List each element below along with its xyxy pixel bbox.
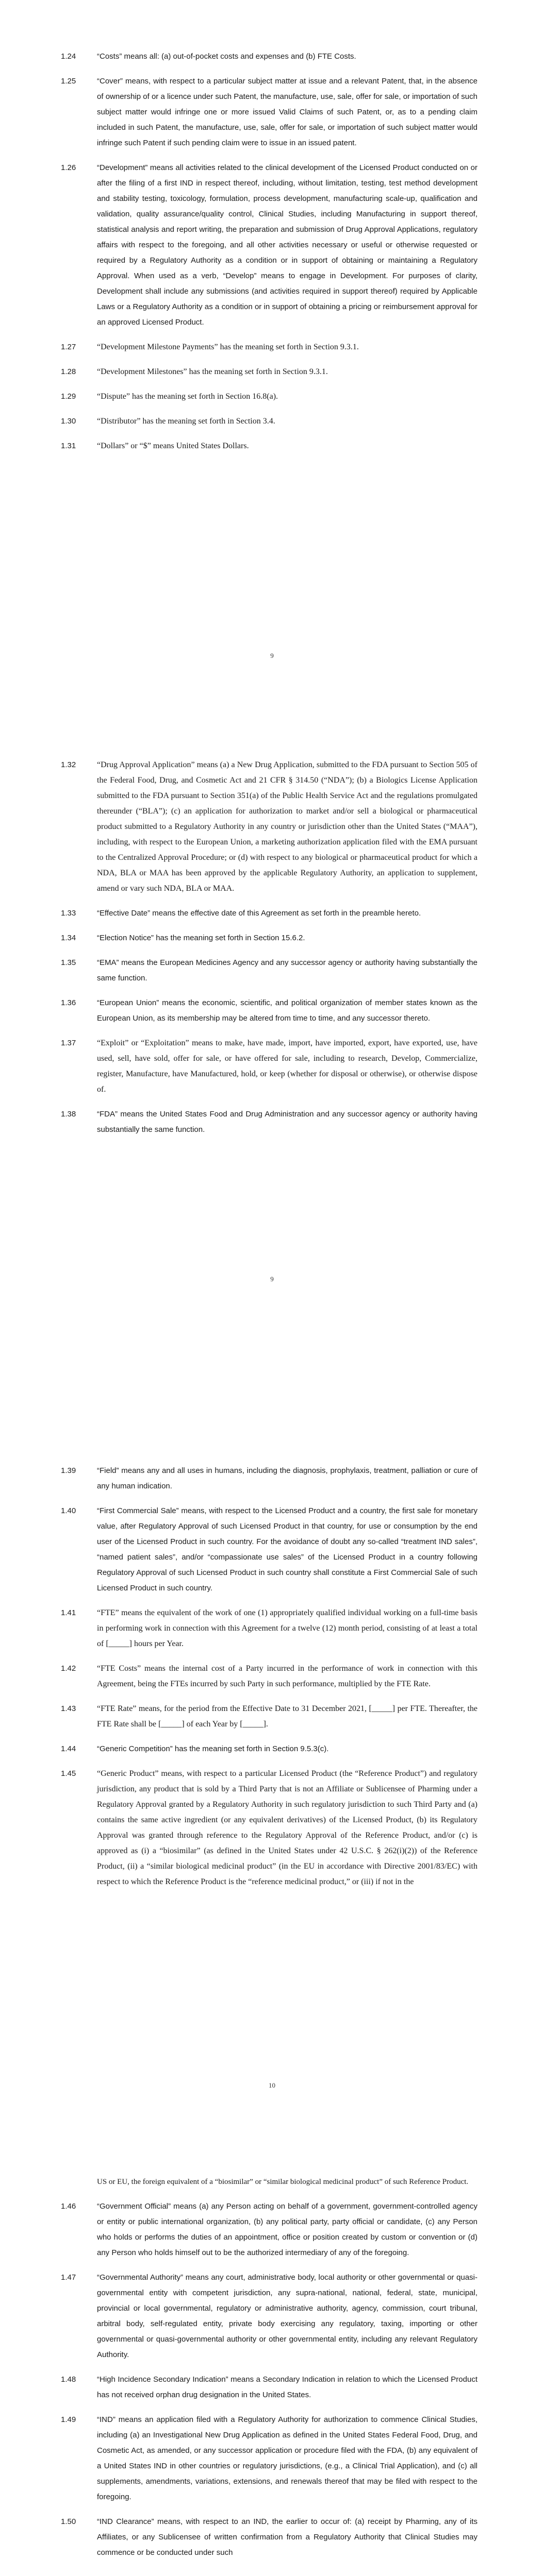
clause-1-37 (0, 1036, 544, 1097)
page-number: 9 (270, 652, 274, 659)
document-page-4 (0, 2174, 544, 2561)
clause-text: “Generic Product” means, with respect to a particular Licensed Product (the “Reference Product”) and regulatory jurisdiction, any product that is sold by a Third Party that is not an Affiliate or Sublicensee of Pharming under a Regulatory Approval granted by a Regulatory Authority in such regulatory jurisdiction to such Third Party and (a) contains the same active ingredient (or any equivalent derivatives) of the Licensed Product, (b) its Regulatory Approval was granted through reference to the Regulatory Approval of the Reference Product, and/or (c) is approved as (i) a “biosimilar” (as defined in the United States under 42 U.S.C. § 262(i)(2)) of the Reference Product, (ii) a “similar biological medicinal product” (in the EU in accordance with Directive 2001/83/EC) with respect to which the Reference Product is the “reference medicinal product,” or (iii) if not in the (97, 1769, 477, 1886)
clause-number: 1.30 (61, 417, 76, 426)
clause-text: “Drug Approval Application” means (a) a New Drug Application, submitted to the FDA pursuant to Section 505 of the Federal Food, Drug, and Cosmetic Act and 21 CFR § 314.50 (“NDA”); (b) a Biologics License Application submitted to the FDA pursuant to Section 351(a) of the Public Health Service Act and the regulations promulgated thereunder (“BLA”); (c) an application for authorization to market and/or sell a biological or pharmaceutical product submitted to a Regulatory Authority in any country or jurisdiction other than the United States (“MAA”), including, with respect to the European Union, a marketing authorization application filed with the EMA pursuant to the Centralized Approval Procedure; or (d) with respect to any biological or pharmaceutical product for which a NDA, BLA or MAA has been approved by the applicable Regulatory Authority, an application to supplement, amend or vary such NDA, BLA or MAA. (97, 760, 477, 893)
clause-text: “Dispute” has the meaning set forth in Section 16.8(a). (97, 392, 278, 401)
clause-1-29 (0, 389, 544, 404)
document-page-2 (0, 757, 544, 1283)
clause-1-31 (0, 438, 544, 454)
clause-text: “Field” means any and all uses in humans, including the diagnosis, prophylaxis, treatment, palliation or cure of any human indication. (97, 1466, 477, 1490)
clause-1-30 (0, 414, 544, 429)
clause-number: 1.35 (61, 958, 76, 967)
clause-1-42 (0, 1661, 544, 1692)
clause-number: 1.48 (61, 2375, 76, 2384)
clause-1-33 (0, 906, 544, 921)
page-number: 10 (269, 2081, 275, 2089)
clause-number: 1.32 (61, 760, 76, 769)
clause-1-36 (0, 995, 544, 1026)
clause-text: “First Commercial Sale” means, with respect to the Licensed Product and a country, the first sale for monetary value, after Regulatory Approval of such Licensed Product in that country, for use or consumption by the end user of the Licensed Product in such country. For the avoidance of doubt any so-called “treatment IND sales”, “named patient sales”, and/or “compassionate use sales” of the Licensed Product in a country following Regulatory Approval of such Licensed Product in such country shall constitute a First Commercial Sale of such Licensed Product in such country. (97, 1506, 477, 1592)
clause-1-24 (0, 49, 544, 64)
clause-number: 1.44 (61, 1744, 76, 1753)
clause-text: “Dollars” or “$” means United States Dollars. (97, 442, 249, 450)
clause-1-32 (0, 757, 544, 896)
clause-text: “European Union” means the economic, scientific, and political organization of member states known as the European Union, as its membership may be altered from time to time, and any successor thereto. (97, 998, 477, 1023)
clause-1-50 (0, 2514, 544, 2561)
clause-number: 1.50 (61, 2517, 76, 2526)
clause-text: “Costs” means all: (a) out-of-pocket costs and expenses and (b) FTE Costs. (97, 52, 356, 61)
clause-text: “Government Official” means (a) any Person acting on behalf of a government, government-controlled agency or entity or public international organization, (b) any political party, party official or candidate, (c) any Person who holds or performs the duties of an appointment, office or position created by custom or convention or (d) any Person who holds himself out to be the authorized intermediary of any of the foregoing. (97, 2202, 477, 2257)
clause-1-45 (0, 1766, 544, 1890)
clause-1-41 (0, 1605, 544, 1652)
clause-1-28 (0, 364, 544, 380)
clause-1-27 (0, 340, 544, 355)
clause-1-34 (0, 930, 544, 946)
clause-1-39 (0, 1463, 544, 1494)
clause-text: “High Incidence Secondary Indication” means a Secondary Indication in relation to which the Licensed Product has not received orphan drug designation in the United States. (97, 2375, 477, 2399)
clause-text: “IND Clearance” means, with respect to an IND, the earlier to occur of: (a) receipt by Pharming, any of its Affiliates, or any Sublicensee of written confirmation from a Regulatory Authority that Clinical Studies may commence or be conducted under such (97, 2517, 477, 2557)
clause-number: 1.33 (61, 909, 76, 918)
clause-number: 1.24 (61, 52, 76, 61)
document-page-3 (0, 1463, 544, 2089)
clause-1-38 (0, 1107, 544, 1138)
clause-number: 1.47 (61, 2273, 76, 2282)
clause-text: “Effective Date” means the effective date of this Agreement as set forth in the preamble hereto. (97, 909, 421, 918)
clause-text: “EMA” means the European Medicines Agency and any successor agency or authority having substantially the same function. (97, 958, 477, 982)
clause-1-35 (0, 955, 544, 986)
clause-number: 1.31 (61, 442, 76, 450)
clause-number: 1.43 (61, 1704, 76, 1713)
clause-1-47 (0, 2270, 544, 2363)
clause-text: “Development Milestones” has the meaning set forth in Section 9.3.1. (97, 367, 328, 376)
page-number: 9 (270, 1275, 274, 1283)
clause-text: “Exploit” or “Exploitation” means to make, have made, import, have imported, export, have exported, use, have used, sell, have sold, offer for sale, or have offered for sale, including to research, Develop, Commercialize, register, Manufacture, have Manufactured, hold, or keep (whether for disposal or otherwise), or otherwise dispose of. (97, 1039, 477, 1094)
clause-number: 1.29 (61, 392, 76, 401)
clause-text: “IND” means an application filed with a Regulatory Authority for authorization to commence Clinical Studies, including (a) an Investigational New Drug Application as defined in the United States Federal Food, Drug, and Cosmetic Act, as amended, or any successor application or procedure filed with the FDA, (b) any equivalent of a United States IND in other countries or regulatory jurisdictions, (e.g., a Clinical Trial Application), and (c) all supplements, amendments, variations, extensions, and renewals thereof that may be filed with respect to the foregoing. (97, 2415, 477, 2501)
clause-number: 1.46 (61, 2202, 76, 2211)
clause-number: 1.36 (61, 998, 76, 1007)
clause-number: 1.28 (61, 367, 76, 376)
clause-number: 1.34 (61, 934, 76, 942)
clause-1-48 (0, 2372, 544, 2403)
clause-number: 1.45 (61, 1769, 76, 1778)
clause-number: 1.42 (61, 1664, 76, 1673)
clause-text: “Generic Competition” has the meaning set forth in Section 9.5.3(c). (97, 1744, 329, 1753)
clause-number: 1.41 (61, 1608, 76, 1617)
clause-text: “FDA” means the United States Food and Drug Administration and any successor agency or authority having substantially the same function. (97, 1110, 477, 1134)
clause-1-26 (0, 160, 544, 330)
document-page-1 (0, 49, 544, 659)
clause-number: 1.38 (61, 1110, 76, 1118)
clause-number: 1.27 (61, 343, 76, 351)
clause-1-25 (0, 74, 544, 151)
clause-text: “FTE” means the equivalent of the work of one (1) appropriately qualified individual working on a full-time basis in performing work in connection with this Agreement for a twelve (12) month period, consisting of at least a total of [_____] hours per Year. (97, 1608, 477, 1648)
clause-number: 1.37 (61, 1039, 76, 1047)
clause-number: 1.49 (61, 2415, 76, 2424)
clause-continuation: US or EU, the foreign equivalent of a “biosimilar” or “similar biological medicinal product” of such Reference Product. (97, 2178, 469, 2186)
clause-1-44 (0, 1741, 544, 1757)
clause-text: “FTE Costs” means the internal cost of a Party incurred in the performance of work in connection with this Agreement, being the FTEs incurred by such Party in such performance, multiplied by the FTE Rate. (97, 1664, 477, 1688)
clause-1-46 (0, 2199, 544, 2261)
clause-text: “Cover” means, with respect to a particular subject matter at issue and a relevant Patent, that, in the absence of ownership of or a licence under such Patent, the manufacture, use, sale, offer for sale, or importation of such subject matter would infringe one or more issued Valid Claims of such Patent, or, as to a pending claim included in such Patent, the manufacture, use, sale, offer for sale, or importation of such subject matter would infringe such Patent if such pending claim were to issue in an issued patent. (97, 77, 477, 147)
clause-text: “FTE Rate” means, for the period from the Effective Date to 31 December 2021, [_____] per FTE. Thereafter, the FTE Rate shall be [_____] of each Year by [_____]. (97, 1704, 477, 1728)
clause-number: 1.26 (61, 163, 76, 172)
clause-1-49 (0, 2412, 544, 2505)
clause-number: 1.39 (61, 1466, 76, 1475)
clause-1-43 (0, 1701, 544, 1732)
clause-number: 1.25 (61, 77, 76, 86)
clause-text: “Election Notice” has the meaning set forth in Section 15.6.2. (97, 934, 305, 942)
clause-text: “Distributor” has the meaning set forth in Section 3.4. (97, 417, 275, 426)
clause-1-40 (0, 1503, 544, 1596)
clause-text: “Development Milestone Payments” has the meaning set forth in Section 9.3.1. (97, 343, 359, 351)
clause-text: “Development” means all activities related to the clinical development of the Licensed Product conducted on or after the filing of a first IND in respect thereof, including, without limitation, testing, test method development and stability testing, toxicology, formulation, process development, manufacturing scale-up, qualification and validation, quality assurance/quality control, Clinical Studies, including Manufacturing in support thereof, statistical analysis and report writing, the preparation and submission of Drug Approval Applications, regulatory affairs with respect to the foregoing, and all other activities necessary or useful or otherwise requested or required by a Regulatory Authority as a condition or in support of obtaining or maintaining a Regulatory Approval. When used as a verb, “Develop” means to engage in Development. For purposes of clarity, Development shall include any submissions (and activities required in support thereof) required by Applicable Laws or a Regulatory Authority as a condition or in support of obtaining a pricing or reimbursement approval for an approved Licensed Product. (97, 163, 477, 327)
clause-number: 1.40 (61, 1506, 76, 1515)
clause-text: “Governmental Authority” means any court, administrative body, local authority or other governmental or quasi-governmental entity with competent jurisdiction, any supra-national, national, federal, state, municipal, provincial or local governmental, regulatory or administrative authority, agency, commission, court tribunal, arbitral body, self-regulated entity, private body exercising any regulatory, taxing, importing or other governmental or quasi-governmental authority or other governmental entity, including any relevant Regulatory Authority. (97, 2273, 477, 2359)
